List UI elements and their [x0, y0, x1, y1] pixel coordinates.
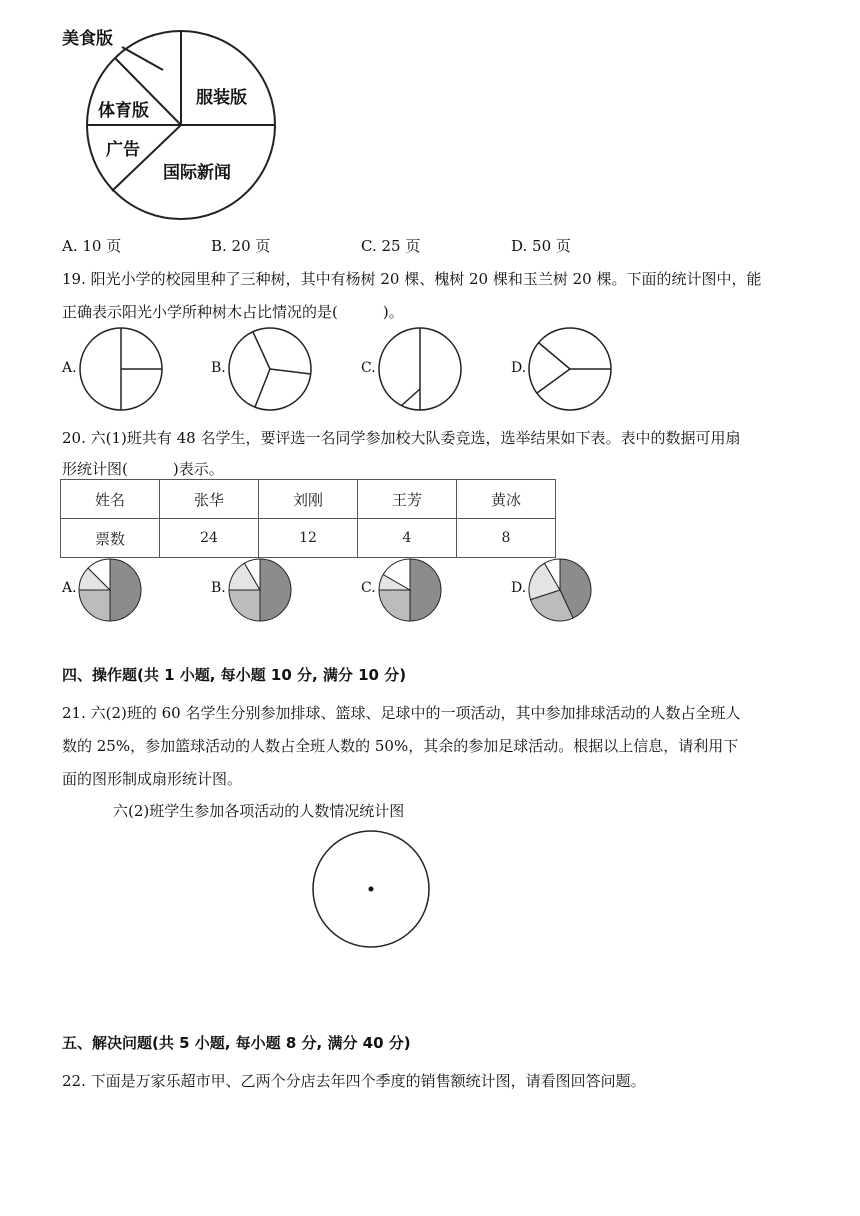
center-dot — [369, 887, 374, 892]
q18-option-a: A. 10 页 — [62, 237, 122, 255]
pie-label-food: 美食版 — [62, 29, 113, 49]
q20-text-line1: 20. 六(1)班共有 48 名学生，要评选一名同学参加校大队委竞选，选举结果如下表。表中的数据可用扇 — [62, 429, 741, 447]
q19-text-line1: 19. 阳光小学的校园里种了三种树，其中有杨树 20 棵、槐树 20 棵和玉兰树 20 棵。下面的统计图中，能 — [62, 270, 762, 288]
q18-option-d: D. 50 页 — [511, 237, 571, 255]
q20-option-d-label: D. — [511, 580, 527, 596]
section-title-operation: 四、操作题(共 1 小题, 每小题 10 分, 满分 10 分) — [62, 666, 407, 684]
pie-label-sports: 体育版 — [98, 101, 149, 121]
q19-option-c-label: C. — [361, 360, 376, 376]
q21-text-line2: 数的 25%，参加篮球活动的人数占全班人数的 50%，其余的参加足球活动。根据以上信息，请利用下 — [62, 737, 739, 755]
table-cell: 12 — [259, 519, 358, 558]
q19-option-b-label: B. — [211, 360, 226, 376]
table-cell: 王芳 — [358, 480, 457, 519]
table-cell: 8 — [457, 519, 556, 558]
q19-option-b-pie — [227, 327, 313, 413]
q19-text-line2: 正确表示阳光小学所种树木占比情况的是( )。 — [62, 303, 404, 321]
table-cell: 24 — [160, 519, 259, 558]
q18-pie-chart — [60, 20, 300, 225]
pie-label-ads: 广告 — [106, 140, 140, 160]
q21-text-line1: 21. 六(2)班的 60 名学生分别参加排球、篮球、足球中的一项活动，其中参加排球活动的人数占全班人 — [62, 704, 741, 722]
table-cell: 4 — [358, 519, 457, 558]
table-header-votes: 票数 — [61, 519, 160, 558]
q20-text-line2: 形统计图( )表示。 — [62, 460, 224, 478]
pie-label-news: 国际新闻 — [163, 163, 231, 183]
q20-option-b-pie — [227, 557, 293, 623]
q18-option-b: B. 20 页 — [211, 237, 271, 255]
table-cell: 刘刚 — [259, 480, 358, 519]
q19-option-c-pie — [377, 327, 463, 413]
q20-vote-table — [60, 479, 556, 558]
q19-option-a-pie — [78, 327, 164, 413]
q20-option-c-label: C. — [361, 580, 376, 596]
q20-option-d-pie — [527, 557, 593, 623]
q21-chart-title: 六(2)班学生参加各项活动的人数情况统计图 — [113, 802, 405, 820]
table-header-name: 姓名 — [61, 480, 160, 519]
table-row — [61, 480, 556, 519]
q19-option-d-pie — [527, 327, 613, 413]
q20-option-c-pie — [377, 557, 443, 623]
q19-option-a-label: A. — [62, 360, 77, 376]
table-row — [61, 519, 556, 558]
q21-blank-circle — [310, 828, 432, 950]
q22-text-line1: 22. 下面是万家乐超市甲、乙两个分店去年四个季度的销售额统计图，请看图回答问题。 — [62, 1072, 646, 1090]
table-cell: 黄冰 — [457, 480, 556, 519]
q20-option-a-label: A. — [62, 580, 77, 596]
section-title-problem-solving: 五、解决问题(共 5 小题, 每小题 8 分, 满分 40 分) — [62, 1034, 411, 1052]
pie-label-clothing: 服装版 — [196, 88, 247, 108]
table-cell: 张华 — [160, 480, 259, 519]
q21-text-line3: 面的图形制成扇形统计图。 — [62, 770, 243, 788]
q18-option-c: C. 25 页 — [361, 237, 421, 255]
q20-option-b-label: B. — [211, 580, 226, 596]
q19-option-d-label: D. — [511, 360, 527, 376]
q20-option-a-pie — [77, 557, 143, 623]
